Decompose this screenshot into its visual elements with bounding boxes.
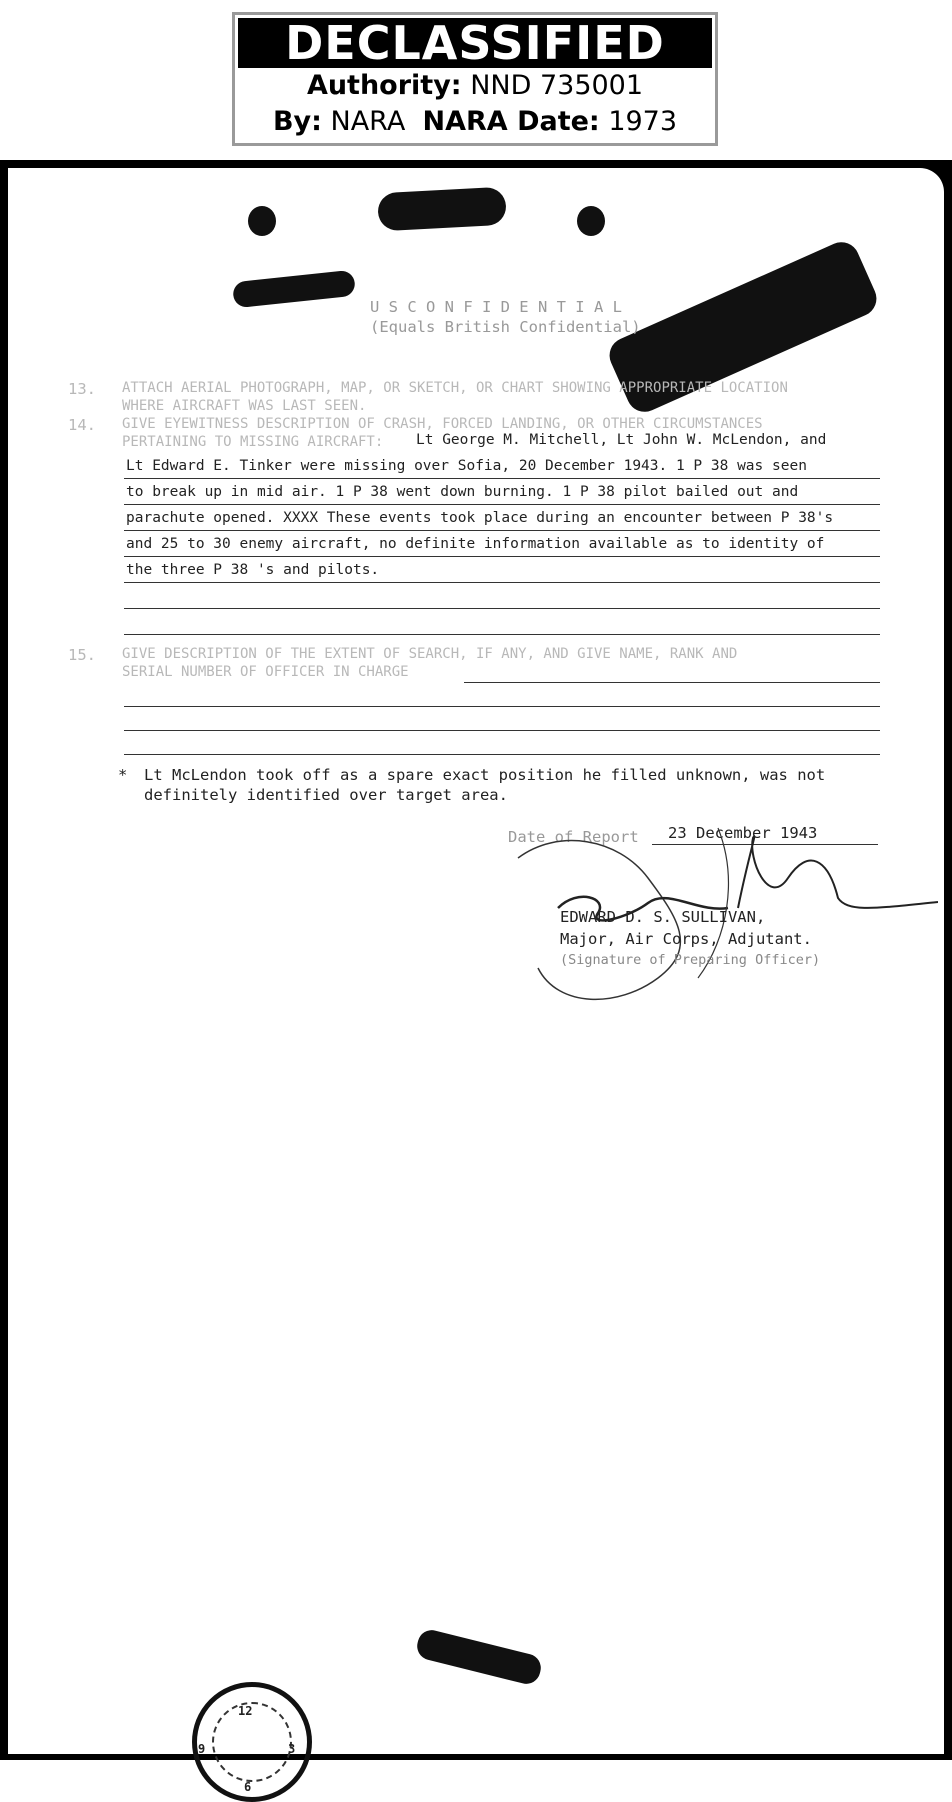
- report-date-value: 23 December 1943: [668, 824, 818, 842]
- classification-heading: U S C O N F I D E N T I A L: [370, 298, 622, 316]
- redaction-blot-bottom: [414, 1627, 544, 1687]
- item-13-text-line1: ATTACH AERIAL PHOTOGRAPH, MAP, OR SKETCH, OR CHART SHOWING APPROPRIATE LOCATION: [122, 380, 788, 396]
- scanned-page: [0, 160, 952, 1794]
- redaction-blot-top-left: [232, 270, 356, 309]
- item-14-answer-line-6: the three P 38 's and pilots.: [126, 562, 380, 578]
- declassified-stamp: [232, 12, 718, 146]
- dial-number-6: 6: [244, 1780, 252, 1794]
- stamp-date-value: 1973: [608, 106, 678, 137]
- search-rule-3: [124, 730, 880, 731]
- dial-number-12: 12: [238, 1704, 253, 1718]
- answer-rule-1: [124, 478, 880, 479]
- answer-rule-3: [124, 530, 880, 531]
- item-15-text-line1: GIVE DESCRIPTION OF THE EXTENT OF SEARCH, IF ANY, AND GIVE NAME, RANK AND: [122, 646, 738, 662]
- item-14-answer-line-5: and 25 to 30 enemy aircraft, no definite information available as to identity of: [126, 536, 825, 552]
- item-13-number: 13.: [68, 380, 96, 398]
- punch-hole-right: [577, 206, 605, 236]
- search-rule-1: [464, 682, 880, 683]
- stamp-date-label: NARA Date:: [422, 106, 600, 137]
- item-14-answer-line-3: to break up in mid air. 1 P 38 went down burning. 1 P 38 pilot bailed out and: [126, 484, 799, 500]
- stamp-by-value: NARA: [330, 106, 406, 137]
- item-14-answer-line-2: Lt Edward E. Tinker were missing over Sofia, 20 December 1943. 1 P 38 was seen: [126, 458, 807, 474]
- item-14-text-line1: GIVE EYEWITNESS DESCRIPTION OF CRASH, FORCED LANDING, OR OTHER CIRCUMSTANCES: [122, 416, 763, 432]
- footnote-line-1: Lt McLendon took off as a spare exact position he filled unknown, was not: [144, 766, 826, 784]
- search-rule-4: [124, 754, 880, 755]
- answer-rule-6: [124, 608, 880, 609]
- answer-rule-5: [124, 582, 880, 583]
- footnote-marker: *: [118, 766, 128, 784]
- stamp-authority-line: [235, 68, 715, 104]
- stamp-title: DECLASSIFIED: [238, 18, 712, 68]
- search-rule-2: [124, 706, 880, 707]
- signer-title: Major, Air Corps, Adjutant.: [560, 930, 812, 948]
- item-15-text-line2: SERIAL NUMBER OF OFFICER IN CHARGE: [122, 664, 409, 680]
- item-14-answer-line-4: parachute opened. XXXX These events took place during an encounter between P 38's: [126, 510, 834, 526]
- dial-number-9: 9: [198, 1742, 206, 1756]
- page-sheet: [8, 168, 944, 1794]
- stamp-authority-value: NND 735001: [470, 70, 644, 101]
- item-15-number: 15.: [68, 646, 96, 664]
- stamp-by-label: By:: [272, 106, 322, 137]
- footnote-line-2: definitely identified over target area.: [144, 786, 508, 804]
- report-date-label: Date of Report: [508, 828, 639, 846]
- item-14-text-line2: PERTAINING TO MISSING AIRCRAFT:: [122, 434, 384, 450]
- punch-hole-left: [248, 206, 276, 236]
- answer-rule-7: [124, 634, 880, 635]
- dial-number-3: 3: [288, 1742, 296, 1756]
- classification-subheading: (Equals British Confidential): [370, 318, 641, 336]
- punch-hole-center: [377, 187, 507, 232]
- answer-rule-2: [124, 504, 880, 505]
- stamp-by-line: [235, 104, 715, 140]
- item-14-number: 14.: [68, 416, 96, 434]
- item-14-answer-line-1: Lt George M. Mitchell, Lt John W. McLendon, and: [416, 432, 827, 448]
- answer-rule-4: [124, 556, 880, 557]
- stamp-authority-label: Authority:: [306, 70, 462, 101]
- item-13-text-line2: WHERE AIRCRAFT WAS LAST SEEN.: [122, 398, 367, 414]
- signer-name: EDWARD D. S. SULLIVAN,: [560, 908, 766, 926]
- signature-caption: (Signature of Preparing Officer): [560, 952, 821, 968]
